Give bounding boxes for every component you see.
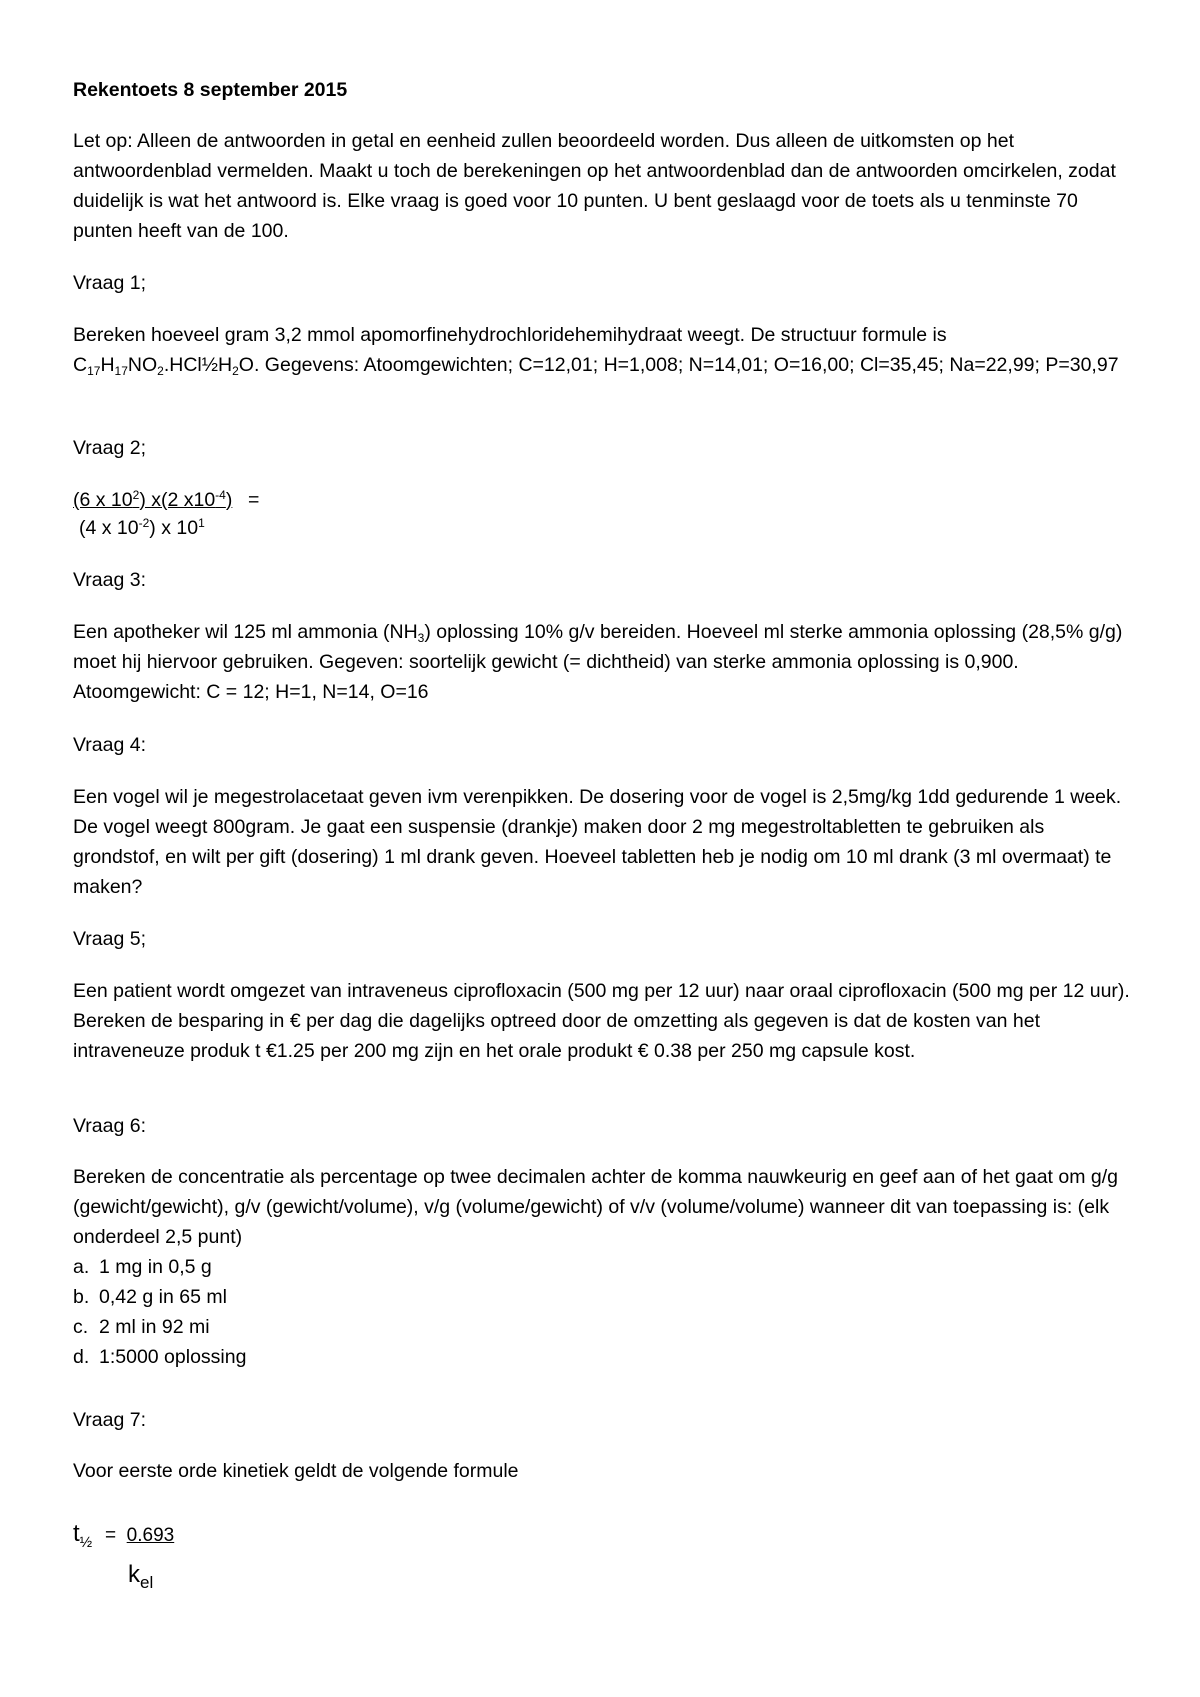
q1-text-b: Gegevens: Atoomgewichten; C=12,01; H=1,008; N=14,01; O=16,00; Cl=35,45; Na=22,99; P=30,97 (259, 354, 1119, 376)
q7-numerator: 0.693 (126, 1525, 175, 1546)
q6-text: Bereken de concentratie als percentage op twee decimalen achter de komma nauwkeurig en geef aan of het gaat om g/g (gewicht/gewicht), g/v (gewicht/volume), v/g (volume/gewicht) of v/v (volume/volume) wanneer dit van toepassing is: (elk onderdeel 2,5 punt) (73, 1166, 1118, 1248)
q1-text (73, 320, 1133, 380)
q7-text: Voor eerste orde kinetiek geldt de volgende formule (73, 1460, 519, 1482)
q6-list (73, 1252, 1133, 1372)
intro-paragraph: Let op: Alleen de antwoorden in getal en eenheid zullen beoordeeld worden. Dus alleen de uitkomsten op het antwoordenblad vermelden. Maakt u toch de berekeningen op het antwoordenblad dan de antwoorden omcirkelen, zodat duidelijk is wat het antwoord is. Elke vraag is goed voor 10 punten. U bent geslaagd voor de toets als u tenminste 70 punten heeft van de 100. (73, 130, 1116, 242)
document-title: Rekentoets 8 september 2015 (73, 79, 348, 101)
q7-t-half: $t_{\frac{1}{2}}$ (73, 1520, 93, 1551)
list-item: a. 1 mg in 0,5 g (73, 1256, 212, 1278)
q2-heading: Vraag 2; (73, 437, 146, 459)
q7-heading: Vraag 7: (73, 1409, 146, 1431)
q3-heading: Vraag 3: (73, 569, 146, 591)
q2-denominator: (4 x $10^{-2}$) x $10^1$ (79, 516, 205, 539)
list-item: b. 0,42 g in 65 ml (73, 1286, 227, 1308)
list-item: c. 2 ml in 92 mi (73, 1316, 210, 1338)
q1-heading: Vraag 1; (73, 272, 146, 294)
q7-equals: = 0.693 (105, 1525, 175, 1546)
q3-text: Een apotheker wil 125 ml ammonia $(NH_3)$ oplossing 10% g/v bereiden. Hoeveel ml sterke ammonia oplossing (28,5% g/g) moet hij hiervoor gebruiken. Gegeven: soortelijk gewicht (= dichtheid) van sterke ammonia oplossing is 0,900. Atoomgewicht: C = 12; H=1, N=14, O=16 (73, 621, 1123, 703)
q2-equals: = (248, 489, 260, 511)
q5-heading: Vraag 5; (73, 928, 146, 950)
q1-formula: $C_{17}H_{17}NO_2.HCl\frac{1}{2}H_2O$. (73, 354, 260, 378)
q4-text: Een vogel wil je megestrolacetaat geven ivm verenpikken. De dosering voor de vogel is 2,5mg/kg 1dd gedurende 1 week. De vogel weegt 800gram. Je gaat een suspensie (drankje) maken door 2 mg megestroltabletten te gebruiken als grondstof, en wilt per gift (dosering) 1 ml drank geven. Hoeveel tabletten heb je nodig om 10 ml drank (3 ml overmaat) te maken? (73, 786, 1122, 898)
q2-numerator: (6 x $10^2$) x(2 $x10^{-4}$) (73, 488, 233, 511)
list-item: d. 1:5000 oplossing (73, 1346, 247, 1368)
q6-heading: Vraag 6: (73, 1115, 146, 1137)
q1-text-a: Bereken hoeveel gram 3,2 mmol apomorfinehydrochloridehemihydraat weegt. De structuur formule is (73, 324, 947, 346)
q7-k-el: $k_{el}$ (128, 1561, 154, 1592)
q4-heading: Vraag 4: (73, 734, 146, 756)
q5-text: Een patient wordt omgezet van intraveneus ciprofloxacin (500 mg per 12 uur) naar oraal ciprofloxacin (500 mg per 12 uur). Bereken de besparing in € per dag die dagelijks optreed door de omzetting als gegeven is dat de kosten van het intraveneuze produk t €1.25 per 200 mg zijn en het orale produkt € 0.38 per 250 mg capsule kost. (73, 980, 1130, 1062)
